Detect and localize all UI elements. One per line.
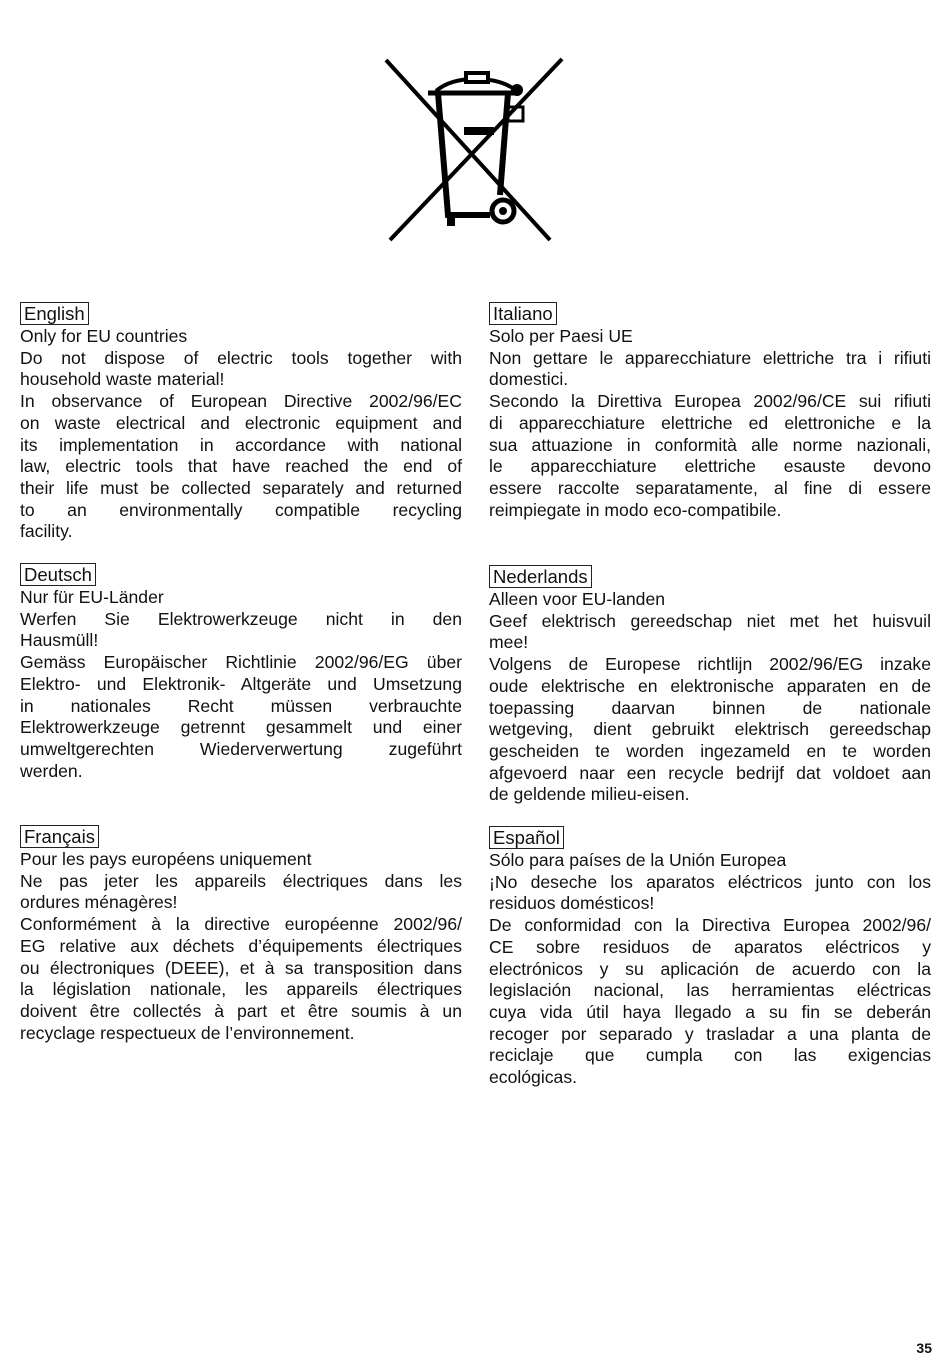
text-line: ¡No deseche los aparatos eléctricos junto con los [489, 871, 931, 892]
text-line: In observance of European Directive 2002/96/EC [20, 391, 462, 412]
text-line: essere raccolte separatamente, al fine di essere [489, 477, 931, 498]
text-line: Gemäss Europäischer Richtlinie 2002/96/EG über [20, 652, 462, 673]
text-line: reimpiegate in modo eco-compatibile. [489, 499, 782, 520]
page-number: 35 [916, 1340, 932, 1356]
text-line: sua attuazione in conformità alle norme nazionali, [489, 434, 931, 455]
text-line: Non gettare le apparecchiature elettriche tra i rifiuti [489, 347, 931, 368]
text-line: toepassing daarvan binnen de nationale [489, 697, 931, 718]
text-line: Elektro- und Elektronik- Altgeräte und Umsetzung [20, 673, 462, 694]
text-line: recyclage respectueux de l’environnement. [20, 1022, 355, 1043]
crossed-out-wheelie-bin-icon [380, 55, 570, 250]
text-line: Werfen Sie Elektrowerkzeuge nicht in den [20, 608, 462, 629]
text-line: Nur für EU-Länder [20, 587, 164, 607]
section-deutsch [20, 563, 462, 782]
text-line: Sólo para países de la Unión Europea [489, 850, 787, 870]
language-heading: Español [489, 826, 564, 849]
text-line: ou électroniques (DEEE), et à sa transposition dans [20, 957, 462, 978]
text-line: CE sobre residuos de aparatos eléctricos y [489, 936, 931, 957]
section-nederlands [489, 565, 931, 806]
text-line: ecológicas. [489, 1067, 578, 1088]
language-heading: Nederlands [489, 565, 592, 588]
text-line: Elektrowerkzeuge getrennt gesammelt und einer [20, 717, 462, 738]
text-line: in nationales Recht müssen verbrauchte [20, 695, 462, 716]
text-line: law, electric tools that have reached the end of [20, 456, 462, 477]
text-line: recoger por separado y trasladar a una planta de [489, 1023, 931, 1044]
language-heading: Deutsch [20, 563, 96, 586]
text-line: facility. [20, 521, 73, 542]
text-line: Ne pas jeter les appareils électriques dans les [20, 870, 462, 891]
language-heading: Français [20, 825, 99, 848]
text-line: doivent être collectés à part et être soumis à un [20, 1000, 462, 1021]
text-line: la législation nationale, les appareils électriques [20, 979, 462, 1000]
text-line: Do not dispose of electric tools together with [20, 347, 462, 368]
text-line: werden. [20, 760, 83, 781]
text-line: Hausmüll! [20, 630, 99, 651]
text-line: its implementation in accordance with national [20, 434, 462, 455]
text-line: on waste electrical and electronic equipment and [20, 412, 462, 433]
text-line: Secondo la Direttiva Europea 2002/96/CE sui rifiuti [489, 391, 931, 412]
text-line: Geef elektrisch gereedschap niet met het huisvuil [489, 610, 931, 631]
section-italiano [489, 302, 931, 521]
text-line: de geldende milieu-eisen. [489, 784, 690, 805]
text-line: cuya vida útil haya llegado a su fin se deberán [489, 1001, 931, 1022]
text-line: household waste material! [20, 369, 225, 390]
text-line: Only for EU countries [20, 326, 188, 346]
text-line: Alleen voor EU-landen [489, 589, 666, 609]
section-español [489, 826, 931, 1089]
text-line: domestici. [489, 369, 569, 390]
text-line: di apparecchiature elettriche ed elettroniche e la [489, 412, 931, 433]
text-line: De conformidad con la Directiva Europea 2002/96/ [489, 915, 931, 936]
text-line: reciclaje que cumpla con las exigencias [489, 1045, 931, 1066]
text-line: ordures ménagères! [20, 892, 178, 913]
text-line: Pour les pays européens uniquement [20, 849, 312, 869]
text-line: Solo per Paesi UE [489, 326, 633, 346]
text-line: residuos domésticos! [489, 893, 655, 914]
language-heading: Italiano [489, 302, 557, 325]
text-line: wetgeving, dient gebruikt elektrisch gereedschap [489, 719, 931, 740]
text-line: afgevoerd naar een recycle bedrijf dat voldoet aan [489, 762, 931, 783]
text-line: le apparecchiature elettriche esauste devono [489, 456, 931, 477]
section-français [20, 825, 462, 1044]
text-line: mee! [489, 632, 529, 653]
text-line: gescheiden te worden ingezameld en te worden [489, 740, 931, 761]
text-line: oude elektrische en elektronische apparaten en de [489, 675, 931, 696]
text-line: to an environmentally compatible recycling [20, 499, 462, 520]
text-line: Volgens de Europese richtlijn 2002/96/EG inzake [489, 654, 931, 675]
text-line: electrónicos y su aplicación de acuerdo con la [489, 958, 931, 979]
text-line: Conformément à la directive européenne 2002/96/ [20, 914, 462, 935]
language-heading: English [20, 302, 89, 325]
text-line: EG relative aux déchets d’équipements électriques [20, 935, 462, 956]
section-english [20, 302, 462, 543]
text-line: umweltgerechten Wiederverwertung zugeführt [20, 738, 462, 759]
text-line: legislación nacional, las herramientas eléctricas [489, 980, 931, 1001]
text-line: their life must be collected separately and returned [20, 477, 462, 498]
